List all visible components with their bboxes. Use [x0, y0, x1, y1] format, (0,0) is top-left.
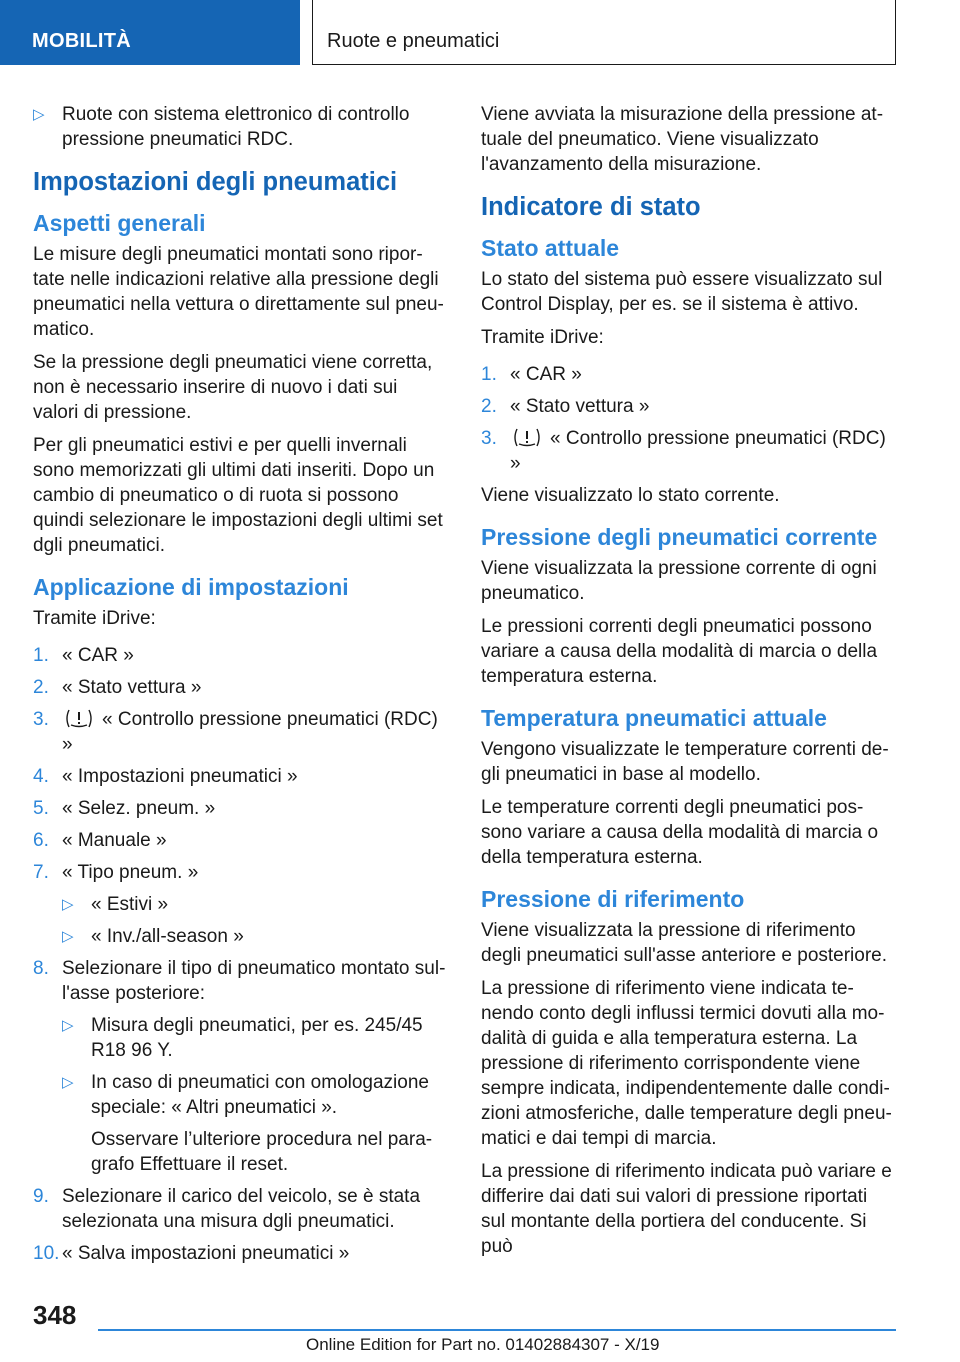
paragraph: Viene visualizzato lo stato corrente. — [481, 485, 780, 506]
step-number: 10. — [33, 1243, 60, 1264]
paragraph: Le temperature correnti degli pneumatici possono variare a causa della modalità di marcia o della temperatura esterna. — [481, 797, 879, 868]
step-text: Selezionare il carico del veicolo, se è stata selezionata una misura dgli pneumatici. — [62, 1186, 421, 1232]
page-header — [0, 0, 960, 65]
tire-pressure-warning-icon — [66, 709, 92, 728]
step-number: 7. — [33, 862, 49, 883]
step-item — [33, 828, 448, 853]
step-text: « Salva impostazioni pneumatici » — [62, 1243, 350, 1264]
paragraph: La pressione di riferimento viene indicata tenendo conto degli influssi termici dovuti alla modalità di guida e alla temperatura esterna. La pressione di riferimento corrispondente viene sempre indicata, indipendentemente dalle condizioni atmosferiche, dalle temperature degli pneumatici e dai tempi di marcia. — [481, 978, 892, 1149]
paragraph: Se la pressione degli pneumatici viene corretta, non è necessario inserire di nuovo i dati sui valori di pressione. — [33, 352, 433, 423]
paragraph: Per gli pneumatici estivi e per quelli invernali sono memorizzati gli ultimi dati inseriti. Dopo un cambio di pneumatico o di ruota si possono quindi selezionare le impostazioni degli ultimi set dgli pneumatici. — [33, 435, 443, 556]
step-item — [481, 394, 896, 419]
sub-item: ▷ « Inv./all-season » — [62, 924, 448, 949]
step-number: 5. — [33, 798, 49, 819]
step-item — [33, 707, 448, 757]
chapter-title: Ruote e pneumatici — [312, 0, 896, 65]
step-item — [33, 796, 448, 821]
step-text: « Controllo pressione pneumatici (RDC) » — [62, 709, 438, 755]
paragraph: Lo stato del sistema può essere visualizzato sul Control Display, per es. se il sistema è attivo. — [481, 269, 883, 315]
step-item — [481, 426, 896, 476]
step-number: 3. — [33, 709, 49, 730]
paragraph: La pressione di riferimento indicata può variare e differire dai dati sui valori di pressione riportati sul montante della portiera del conducente. Si può — [481, 1161, 892, 1257]
paragraph: Le misure degli pneumatici montati sono riportate nelle indicazioni relative alla pressione degli pneumatici nella vettura o direttamente sul pneumatico. — [33, 244, 444, 340]
heading-status-indicator: Indicatore di stato — [481, 193, 701, 221]
tire-pressure-warning-icon — [514, 428, 540, 447]
heading-reference-pressure: Pressione di riferimento — [481, 886, 745, 912]
sub-list — [62, 892, 448, 949]
step-text: Selezionare il tipo di pneumatico montato sull'asse posteriore: — [62, 958, 446, 1004]
step-item — [33, 956, 448, 1177]
heading-general: Aspetti generali — [33, 210, 206, 236]
sub-item: ▷ In caso di pneumatici con omologazione speciale: « Altri pneumatici ». Osservare l’ulteriore procedura nel paragrafo Effettuare il reset. — [62, 1070, 448, 1177]
paragraph: Vengono visualizzate le temperature correnti degli pneumatici in base al modello. — [481, 739, 889, 785]
step-number: 1. — [481, 364, 497, 385]
step-text: « Tipo pneum. » — [62, 862, 199, 883]
step-text: « CAR » — [510, 364, 582, 385]
step-number: 2. — [481, 396, 497, 417]
step-item — [33, 1184, 448, 1234]
sub-item: ▷ « Estivi » — [62, 892, 448, 917]
section-tab: MOBILITÀ — [0, 0, 300, 65]
step-text: « Controllo pressione pneumatici (RDC) » — [510, 428, 886, 474]
heading-apply-settings: Applicazione di impostazioni — [33, 574, 349, 600]
paragraph: Viene avviata la misurazione della pressione attuale del pneumatico. Viene visualizzato l'avanzamento della misurazione. — [481, 104, 884, 175]
heading-current-temperature: Temperatura pneumatici attuale — [481, 705, 827, 731]
step-number: 1. — [33, 645, 49, 666]
heading-current-pressure: Pressione degli pneumatici corrente — [481, 524, 878, 550]
intro-bullet: ▷ Ruote con sistema elettronico di controllo pressione pneumatici RDC. — [33, 102, 448, 152]
step-number: 3. — [481, 428, 497, 449]
page-number: 348 — [33, 1300, 77, 1330]
paragraph: Le pressioni correnti degli pneumatici possono variare a causa della modalità di marcia o della temperatura esterna. — [481, 616, 878, 687]
steps-list — [481, 362, 896, 476]
step-number: 9. — [33, 1186, 49, 1207]
left-column — [33, 102, 448, 1273]
right-column — [481, 102, 896, 1267]
step-number: 8. — [33, 958, 49, 979]
step-item — [33, 860, 448, 949]
step-number: 6. — [33, 830, 49, 851]
step-text: « Manuale » — [62, 830, 167, 851]
step-number: 4. — [33, 766, 49, 787]
heading-current-status: Stato attuale — [481, 235, 620, 261]
step-item — [33, 643, 448, 668]
step-number: 2. — [33, 677, 49, 698]
paragraph: Tramite iDrive: — [481, 327, 604, 348]
step-note: Osservare l’ulteriore procedura nel paragrafo Effettuare il reset. — [91, 1129, 433, 1175]
step-item — [33, 1241, 448, 1266]
step-item — [481, 362, 896, 387]
steps-list — [33, 643, 448, 1266]
step-text: « CAR » — [62, 645, 134, 666]
step-text: « Selez. pneum. » — [62, 798, 216, 819]
sub-item: ▷ Misura degli pneumatici, per es. 245/45 R18 96 Y. — [62, 1013, 448, 1063]
step-text: « Stato vettura » — [510, 396, 650, 417]
paragraph: Viene visualizzata la pressione di riferimento degli pneumatici sull'asse anteriore e posteriore. — [481, 920, 888, 966]
step-text: « Impostazioni pneumatici » — [62, 766, 298, 787]
step-item — [33, 675, 448, 700]
step-text: « Stato vettura » — [62, 677, 202, 698]
sub-list — [62, 1013, 448, 1177]
paragraph: Tramite iDrive: — [33, 608, 156, 629]
footer-divider — [98, 1329, 896, 1331]
paragraph: Viene visualizzata la pressione corrente di ogni pneumatico. — [481, 558, 877, 604]
step-item — [33, 764, 448, 789]
edition-note: Online Edition for Part no. 01402884307 - X/19 — [306, 1335, 660, 1354]
heading-tire-settings: Impostazioni degli pneumatici — [33, 168, 398, 196]
